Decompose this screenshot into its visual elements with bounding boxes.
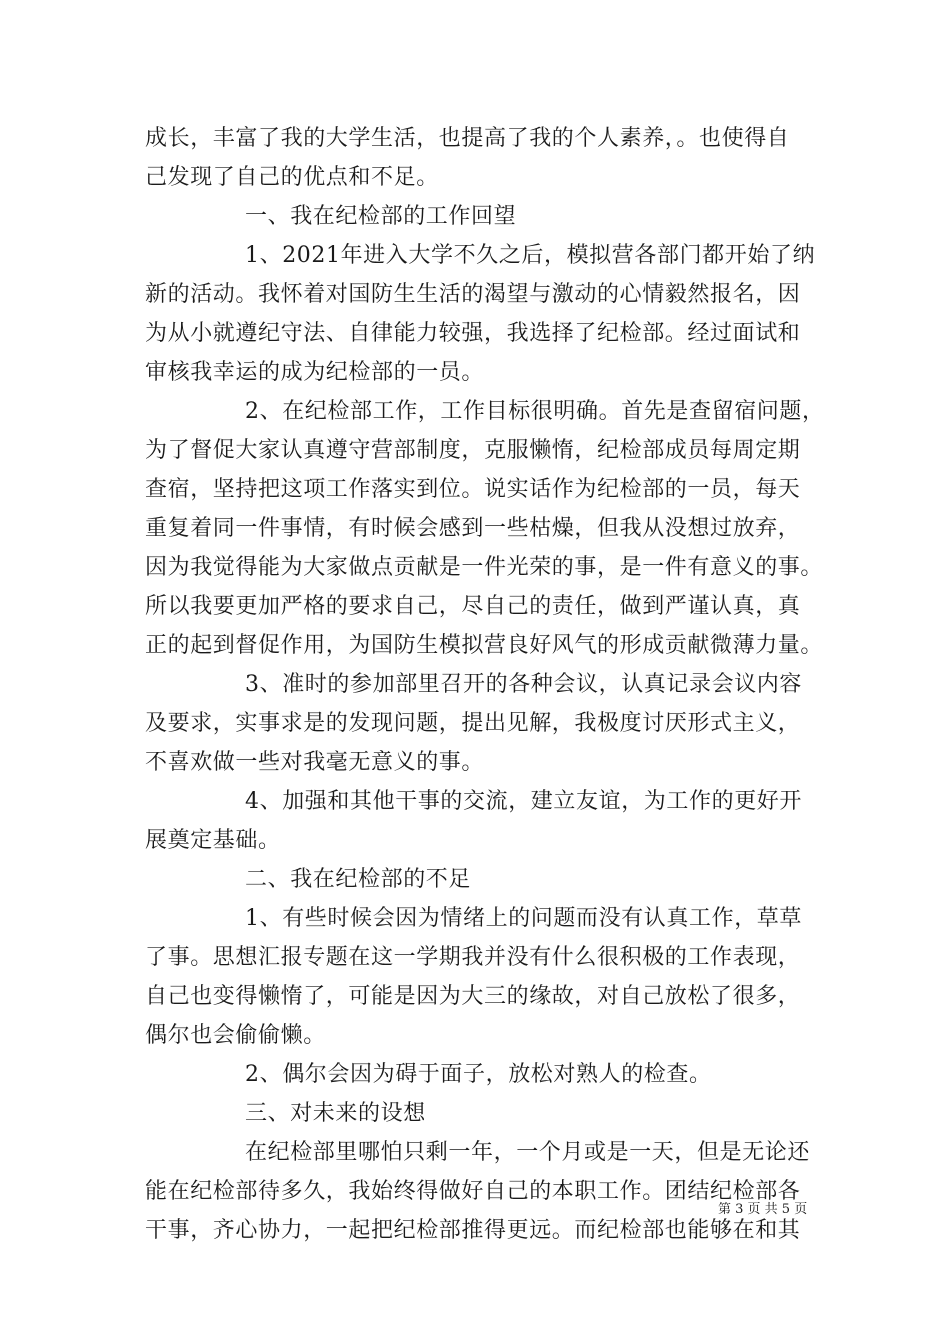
text-line: 自己也变得懒惰了，可能是因为大三的缘故，对自己放松了很多， — [145, 984, 801, 1009]
text-line: 干事，齐心协力，一起把纪检部推得更远。而纪检部也能够在和其 — [145, 1218, 801, 1243]
text-line: 审核我幸运的成为纪检部的一员。 — [145, 360, 485, 385]
text-line: 及要求，实事求是的发现问题，提出见解，我极度讨厌形式主义， — [145, 711, 801, 736]
text-line: 4、加强和其他干事的交流，建立友谊，为工作的更好开 — [245, 789, 802, 814]
text-line: 因为我觉得能为大家做点贡献是一件光荣的事，是一件有意义的事。 — [145, 555, 824, 580]
page-number: 第 3 页 共 5 页 — [718, 1202, 808, 1217]
text-line: 为从小就遵纪守法、自律能力较强，我选择了纪检部。经过面试和 — [145, 321, 801, 346]
text-line: 成长，丰富了我的大学生活，也提高了我的个人素养，。也使得自 — [145, 126, 790, 151]
text-line: 己发现了自己的优点和不足。 — [145, 165, 439, 190]
text-line: 重复着同一件事情，有时候会感到一些枯燥，但我从没想过放弃， — [145, 516, 801, 541]
text-line: 新的活动。我怀着对国防生生活的渴望与激动的心情毅然报名，因 — [145, 282, 801, 307]
text-line: 3、准时的参加部里召开的各种会议，认真记录会议内容 — [245, 672, 802, 697]
text-line: 了事。思想汇报专题在这一学期我并没有什么很积极的工作表现， — [145, 945, 801, 970]
section-heading: 三、对未来的设想 — [245, 1101, 426, 1126]
text-line: 查宿，坚持把这项工作落实到位。说实话作为纪检部的一员，每天 — [145, 477, 801, 502]
text-line: 为了督促大家认真遵守营部制度，克服懒惰，纪检部成员每周定期 — [145, 438, 801, 463]
text-line: 2、在纪检部工作，工作目标很明确。首先是查留宿问题， — [245, 399, 825, 424]
text-line: 展奠定基础。 — [145, 828, 281, 853]
text-line: 1、有些时候会因为情绪上的问题而没有认真工作，草草 — [245, 906, 802, 931]
text-line: 不喜欢做一些对我毫无意义的事。 — [145, 750, 485, 775]
text-line: 在纪检部里哪怕只剩一年，一个月或是一天，但是无论还 — [245, 1140, 811, 1165]
text-line: 所以我要更加严格的要求自己，尽自己的责任，做到严谨认真，真 — [145, 594, 801, 619]
text-line: 能在纪检部待多久，我始终得做好自己的本职工作。团结纪检部各 — [145, 1179, 801, 1204]
text-line: 2、偶尔会因为碍于面子，放松对熟人的检查。 — [245, 1062, 712, 1087]
section-heading: 二、我在纪检部的不足 — [245, 867, 472, 892]
text-line: 偶尔也会偷偷懒。 — [145, 1023, 326, 1048]
section-heading: 一、我在纪检部的工作回望 — [245, 204, 517, 229]
text-line: 1、2021年进入大学不久之后，模拟营各部门都开始了纳 — [245, 243, 816, 268]
text-line: 正的起到督促作用，为国防生模拟营良好风气的形成贡献微薄力量。 — [145, 633, 824, 658]
